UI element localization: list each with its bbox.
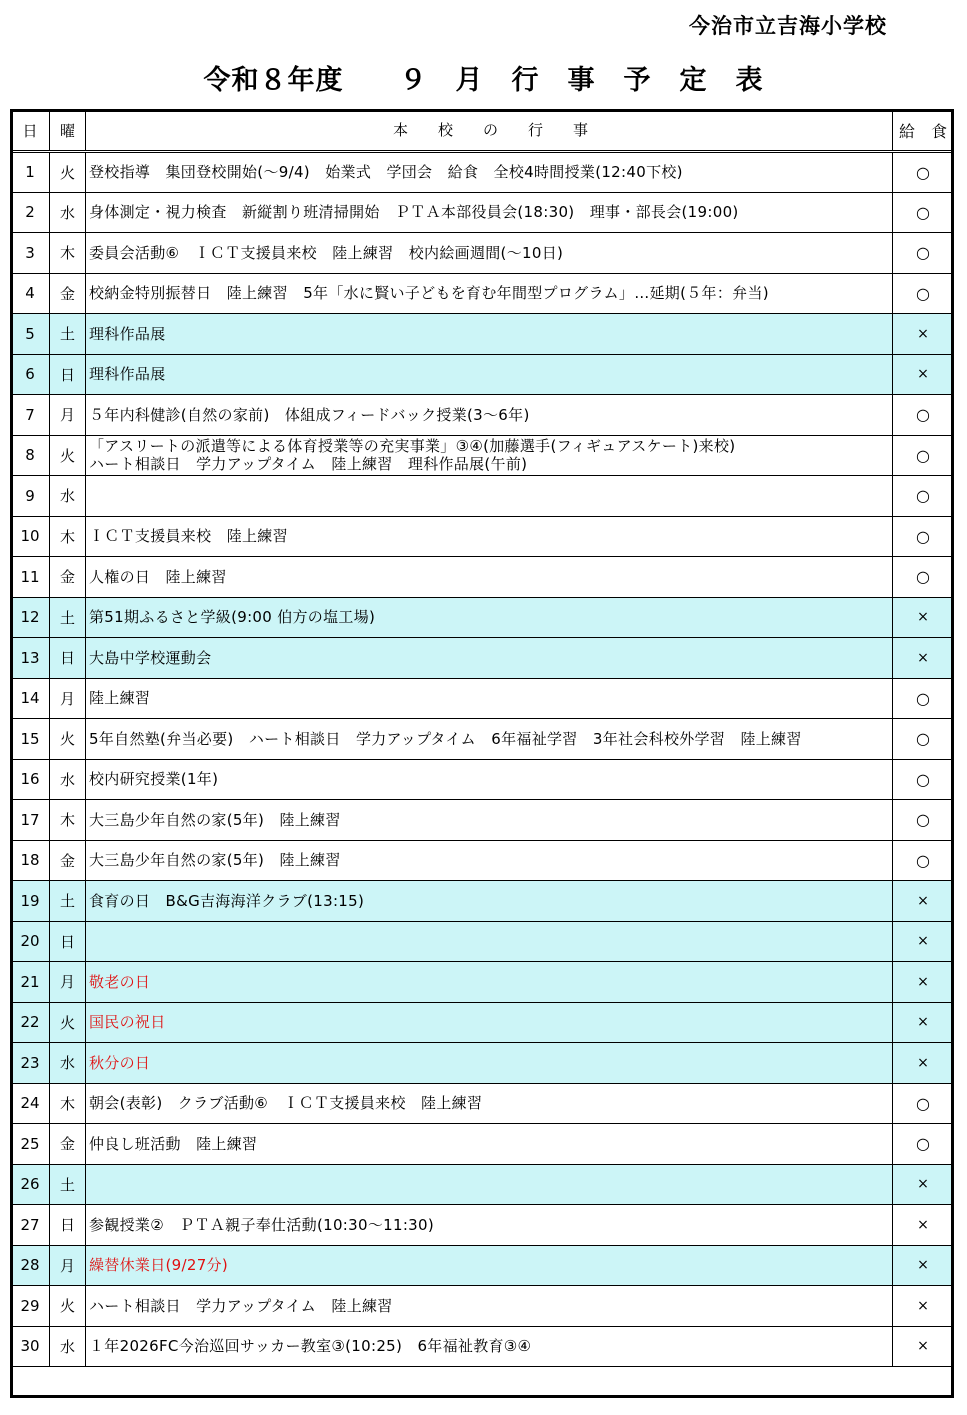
lunch-cell: ○ xyxy=(893,192,954,233)
lunch-cell: ○ xyxy=(893,233,954,274)
events-cell: 秋分の日 xyxy=(86,1043,893,1084)
weekday-cell: 月 xyxy=(50,1245,86,1286)
lunch-cell: ○ xyxy=(893,840,954,881)
weekday-cell: 土 xyxy=(50,597,86,638)
lunch-cell: × xyxy=(893,962,954,1003)
day-cell: 18 xyxy=(11,840,50,881)
weekday-cell: 火 xyxy=(50,719,86,760)
events-cell: 仲良し班活動 陸上練習 xyxy=(86,1124,893,1165)
lunch-cell: ○ xyxy=(893,1083,954,1124)
lunch-cell: ○ xyxy=(893,435,954,476)
events-cell: 大三島少年自然の家(5年) 陸上練習 xyxy=(86,840,893,881)
header-weekday: 曜 xyxy=(50,110,86,152)
day-cell: 12 xyxy=(11,597,50,638)
weekday-cell: 月 xyxy=(50,962,86,1003)
events-cell: 理科作品展 xyxy=(86,354,893,395)
weekday-cell: 土 xyxy=(50,881,86,922)
day-cell: 3 xyxy=(11,233,50,274)
lunch-cell: × xyxy=(893,354,954,395)
day-cell: 2 xyxy=(11,192,50,233)
weekday-cell: 土 xyxy=(50,314,86,355)
events-cell: 第51期ふるさと学級(9:00 伯方の塩工場) xyxy=(86,597,893,638)
day-cell: 28 xyxy=(11,1245,50,1286)
events-cell: 「アスリートの派遣等による体育授業等の充実事業」③④(加藤選手(フィギュアスケート)来校) ハート相談日 学力アップタイム 陸上練習 理科作品展(午前) xyxy=(86,435,893,476)
day-cell: 5 xyxy=(11,314,50,355)
lunch-cell: × xyxy=(893,1164,954,1205)
weekday-cell: 水 xyxy=(50,1043,86,1084)
events-cell: 陸上練習 xyxy=(86,678,893,719)
events-cell: ＩＣＴ支援員来校 陸上練習 xyxy=(86,516,893,557)
weekday-cell: 日 xyxy=(50,638,86,679)
events-cell: 校納金特別振替日 陸上練習 5年「水に賢い子どもを育む年間型プログラム」…延期(５年：弁当) xyxy=(86,273,893,314)
weekday-cell: 火 xyxy=(50,152,86,193)
lunch-cell: ○ xyxy=(893,476,954,517)
lunch-cell: ○ xyxy=(893,678,954,719)
events-cell: 理科作品展 xyxy=(86,314,893,355)
weekday-cell: 火 xyxy=(50,1002,86,1043)
events-cell: １年2026FC今治巡回サッカー教室③(10:25) 6年福祉教育③④ xyxy=(86,1326,893,1367)
weekday-cell: 金 xyxy=(50,273,86,314)
page-title: 令和８年度 ９ 月 行 事 予 定 表 xyxy=(203,65,764,96)
lunch-cell: × xyxy=(893,638,954,679)
events-cell: 登校指導 集団登校開始(～9/4) 始業式 学団会 給食 全校4時間授業(12:40下校) xyxy=(86,152,893,193)
events-cell: 食育の日 B&G吉海海洋クラブ(13:15) xyxy=(86,881,893,922)
lunch-cell: ○ xyxy=(893,395,954,436)
day-cell: 1 xyxy=(11,152,50,193)
weekday-cell: 月 xyxy=(50,395,86,436)
weekday-cell: 日 xyxy=(50,1205,86,1246)
events-cell: 大島中学校運動会 xyxy=(86,638,893,679)
lunch-cell: × xyxy=(893,597,954,638)
weekday-cell: 金 xyxy=(50,557,86,598)
weekday-cell: 火 xyxy=(50,1286,86,1327)
events-cell: 校内研究授業(1年) xyxy=(86,759,893,800)
day-cell: 9 xyxy=(11,476,50,517)
lunch-cell: × xyxy=(893,1326,954,1367)
day-cell: 19 xyxy=(11,881,50,922)
lunch-cell: ○ xyxy=(893,800,954,841)
header-lunch: 給 食 xyxy=(893,110,954,152)
events-cell: 繰替休業日(9/27分) xyxy=(86,1245,893,1286)
events-cell: 朝会(表彰) クラブ活動⑥ ＩＣＴ支援員来校 陸上練習 xyxy=(86,1083,893,1124)
day-cell: 30 xyxy=(11,1326,50,1367)
day-cell: 27 xyxy=(11,1205,50,1246)
day-cell: 16 xyxy=(11,759,50,800)
lunch-cell: × xyxy=(893,921,954,962)
weekday-cell: 日 xyxy=(50,921,86,962)
events-cell: 大三島少年自然の家(5年) 陸上練習 xyxy=(86,800,893,841)
day-cell: 8 xyxy=(11,435,50,476)
events-cell: 参観授業② ＰＴＡ親子奉仕活動(10:30～11:30) xyxy=(86,1205,893,1246)
weekday-cell: 木 xyxy=(50,1083,86,1124)
events-cell: 人権の日 陸上練習 xyxy=(86,557,893,598)
table-outer-border xyxy=(10,109,954,1398)
day-cell: 21 xyxy=(11,962,50,1003)
school-name: 今治市立吉海小学校 xyxy=(689,14,887,38)
lunch-cell: ○ xyxy=(893,273,954,314)
weekday-cell: 水 xyxy=(50,759,86,800)
day-cell: 11 xyxy=(11,557,50,598)
weekday-cell: 土 xyxy=(50,1164,86,1205)
lunch-cell: ○ xyxy=(893,516,954,557)
events-cell: 敬老の日 xyxy=(86,962,893,1003)
lunch-cell: ○ xyxy=(893,759,954,800)
lunch-cell: ○ xyxy=(893,152,954,193)
day-cell: 14 xyxy=(11,678,50,719)
day-cell: 23 xyxy=(11,1043,50,1084)
weekday-cell: 火 xyxy=(50,435,86,476)
lunch-cell: ○ xyxy=(893,719,954,760)
header-day: 日 xyxy=(11,110,50,152)
day-cell: 26 xyxy=(11,1164,50,1205)
lunch-cell: × xyxy=(893,1245,954,1286)
lunch-cell: × xyxy=(893,1043,954,1084)
day-cell: 29 xyxy=(11,1286,50,1327)
lunch-cell: × xyxy=(893,881,954,922)
day-cell: 13 xyxy=(11,638,50,679)
events-cell: 国民の祝日 xyxy=(86,1002,893,1043)
events-cell: ハート相談日 学力アップタイム 陸上練習 xyxy=(86,1286,893,1327)
day-cell: 10 xyxy=(11,516,50,557)
events-cell: 身体測定・視力検査 新縦割り班清掃開始 ＰＴＡ本部役員会(18:30) 理事・部長会(19:00) xyxy=(86,192,893,233)
weekday-cell: 水 xyxy=(50,192,86,233)
events-cell: 5年自然塾(弁当必要) ハート相談日 学力アップタイム 6年福祉学習 3年社会科校外学習 陸上練習 xyxy=(86,719,893,760)
day-cell: 15 xyxy=(11,719,50,760)
lunch-cell: × xyxy=(893,1002,954,1043)
weekday-cell: 金 xyxy=(50,1124,86,1165)
day-cell: 17 xyxy=(11,800,50,841)
day-cell: 6 xyxy=(11,354,50,395)
weekday-cell: 水 xyxy=(50,476,86,517)
day-cell: 4 xyxy=(11,273,50,314)
weekday-cell: 日 xyxy=(50,354,86,395)
lunch-cell: × xyxy=(893,1205,954,1246)
weekday-cell: 木 xyxy=(50,516,86,557)
day-cell: 20 xyxy=(11,921,50,962)
lunch-cell: × xyxy=(893,314,954,355)
day-cell: 22 xyxy=(11,1002,50,1043)
events-cell: 委員会活動⑥ ＩＣＴ支援員来校 陸上練習 校内絵画週間(～10日) xyxy=(86,233,893,274)
weekday-cell: 木 xyxy=(50,800,86,841)
weekday-cell: 金 xyxy=(50,840,86,881)
weekday-cell: 月 xyxy=(50,678,86,719)
weekday-cell: 木 xyxy=(50,233,86,274)
header-events: 本 校 の 行 事 xyxy=(86,110,893,152)
lunch-cell: ○ xyxy=(893,1124,954,1165)
day-cell: 25 xyxy=(11,1124,50,1165)
day-cell: 24 xyxy=(11,1083,50,1124)
lunch-cell: ○ xyxy=(893,557,954,598)
weekday-cell: 水 xyxy=(50,1326,86,1367)
day-cell: 7 xyxy=(11,395,50,436)
lunch-cell: × xyxy=(893,1286,954,1327)
events-cell: ５年内科健診(自然の家前) 体組成フィードバック授業(3～6年) xyxy=(86,395,893,436)
